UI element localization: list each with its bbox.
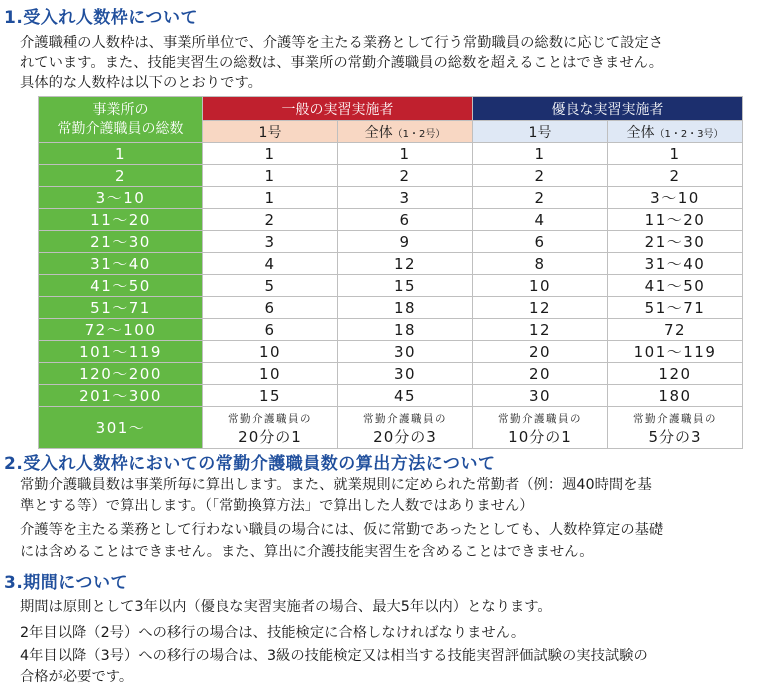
cell-excellent-no1 (473, 407, 608, 449)
table-row (39, 231, 743, 253)
cell-total-staff: 11～20 (39, 209, 203, 231)
section2-title: 2.受入れ人数枠においての常勤介護職員数の算出方法について (4, 454, 496, 474)
note-line-2: 5分の3 (648, 427, 702, 446)
cell-general-total: 30 (338, 341, 473, 363)
note-line-1: 常勤介護職員の (498, 412, 582, 425)
cell-total-staff: 51～71 (39, 297, 203, 319)
subheader-excellent-total (608, 121, 743, 143)
cell-general-total (338, 407, 473, 449)
cell-general-no1: 3 (203, 231, 338, 253)
section3-line-4: 合格が必要です。 (20, 669, 134, 685)
table-row (39, 341, 743, 363)
cell-total-staff: 72～100 (39, 319, 203, 341)
section1-line-1: 介護職種の人数枠は、事業所単位で、介護等を主たる業務として行う常勤職員の総数に応じて設定さ (20, 35, 664, 51)
section2-line-2: 準とする等）で算出します。（「常勤換算方法」で算出した人数ではありません） (20, 498, 534, 514)
note-line-2: 10分の1 (508, 427, 572, 446)
cell-excellent-no1: 12 (473, 319, 608, 341)
cell-general-total: 45 (338, 385, 473, 407)
section1-line-3: 具体的な人数枠は以下のとおりです。 (20, 75, 262, 91)
cell-excellent-total: 180 (608, 385, 743, 407)
section2-line-4: には含めることはできません。また、算出に介護技能実習生を含めることはできません。 (20, 544, 594, 560)
table-row (39, 209, 743, 231)
cell-general-no1: 2 (203, 209, 338, 231)
cell-general-total: 12 (338, 253, 473, 275)
table-row (39, 275, 743, 297)
cell-excellent-no1: 30 (473, 385, 608, 407)
cell-general-no1 (203, 407, 338, 449)
cell-total-staff: 2 (39, 165, 203, 187)
header-excellent-implementer: 優良な実習実施者 (473, 97, 743, 121)
table-row (39, 165, 743, 187)
cell-excellent-total: 1 (608, 143, 743, 165)
cell-excellent-no1: 12 (473, 297, 608, 319)
cell-excellent-total: 21～30 (608, 231, 743, 253)
section1-line-2: れています。また、技能実習生の総数は、事業所の常勤介護職員の総数を超えることはできません。 (20, 55, 664, 71)
cell-excellent-total: 51～71 (608, 297, 743, 319)
cell-total-staff: 120～200 (39, 363, 203, 385)
cell-general-no1: 15 (203, 385, 338, 407)
header-total-staff-line2: 常勤介護職員の総数 (57, 120, 184, 137)
cell-excellent-no1: 6 (473, 231, 608, 253)
cell-excellent-total: 11～20 (608, 209, 743, 231)
cell-excellent-no1: 4 (473, 209, 608, 231)
cell-general-no1: 10 (203, 341, 338, 363)
cell-excellent-no1: 20 (473, 363, 608, 385)
section3-line-1: 期間は原則として3年以内（優良な実習実施者の場合、最大5年以内）となります。 (20, 599, 552, 615)
table-row (39, 187, 743, 209)
cell-general-total: 1 (338, 143, 473, 165)
section3-line-2: 2年目以降（2号）への移行の場合は、技能検定に合格しなければなりません。 (20, 625, 526, 641)
cell-general-total: 6 (338, 209, 473, 231)
note-line-1: 常勤介護職員の (228, 412, 312, 425)
subheader-excellent-total-label: 全体 (626, 124, 655, 141)
cell-general-total: 18 (338, 319, 473, 341)
section1-title: 1.受入れ人数枠について (4, 8, 198, 28)
subheader-general-total-note: （1・2号） (392, 128, 446, 140)
header-total-staff (39, 97, 203, 143)
table-row (39, 143, 743, 165)
cell-general-total: 30 (338, 363, 473, 385)
table-row (39, 319, 743, 341)
cell-excellent-no1: 8 (473, 253, 608, 275)
subheader-excellent-no1: 1号 (473, 121, 608, 143)
header-total-staff-line1: 事業所の (92, 101, 149, 118)
table-row (39, 297, 743, 319)
table-row-last (39, 407, 743, 449)
cell-excellent-no1: 2 (473, 187, 608, 209)
cell-general-no1: 1 (203, 165, 338, 187)
cell-excellent-total (608, 407, 743, 449)
cell-excellent-total: 72 (608, 319, 743, 341)
cell-general-total: 18 (338, 297, 473, 319)
cell-excellent-total: 31～40 (608, 253, 743, 275)
cell-excellent-total: 3～10 (608, 187, 743, 209)
section3-title: 3.期間について (4, 573, 128, 593)
note-line-1: 常勤介護職員の (363, 412, 447, 425)
cell-excellent-no1: 10 (473, 275, 608, 297)
cell-total-staff: 1 (39, 143, 203, 165)
cell-total-staff: 21～30 (39, 231, 203, 253)
cell-total-staff: 31～40 (39, 253, 203, 275)
cell-excellent-total: 120 (608, 363, 743, 385)
cell-general-total: 9 (338, 231, 473, 253)
cell-total-staff: 41～50 (39, 275, 203, 297)
table-row (39, 253, 743, 275)
note-line-2: 20分の1 (238, 427, 302, 446)
cell-excellent-total: 101～119 (608, 341, 743, 363)
cell-total-staff: 101～119 (39, 341, 203, 363)
section2-line-1: 常勤介護職員数は事業所毎に算出します。また、就業規則に定められた常勤者（例：週40時間を基 (20, 477, 652, 493)
table-row (39, 385, 743, 407)
cell-total-staff: 201～300 (39, 385, 203, 407)
cell-excellent-total: 41～50 (608, 275, 743, 297)
cell-general-no1: 1 (203, 187, 338, 209)
subheader-general-no1: 1号 (203, 121, 338, 143)
note-line-2: 20分の3 (373, 427, 437, 446)
cell-general-no1: 1 (203, 143, 338, 165)
cell-general-no1: 6 (203, 319, 338, 341)
subheader-excellent-total-note: （1・2・3号） (654, 128, 724, 140)
header-general-implementer: 一般の実習実施者 (203, 97, 473, 121)
cell-general-no1: 6 (203, 297, 338, 319)
section2-line-3: 介護等を主たる業務として行わない職員の場合には、仮に常勤であったとしても、人数枠算定の基礎 (20, 522, 664, 538)
cell-total-staff: 3～10 (39, 187, 203, 209)
cell-excellent-total: 2 (608, 165, 743, 187)
section3-line-3: 4年目以降（3号）への移行の場合は、3級の技能検定又は相当する技能実習評価試験の実技試験の (20, 648, 648, 664)
cell-general-no1: 4 (203, 253, 338, 275)
quota-table (38, 96, 743, 449)
cell-excellent-no1: 2 (473, 165, 608, 187)
cell-general-total: 15 (338, 275, 473, 297)
cell-general-no1: 5 (203, 275, 338, 297)
subheader-general-total-label: 全体 (364, 124, 393, 141)
cell-general-no1: 10 (203, 363, 338, 385)
table-row (39, 363, 743, 385)
subheader-general-total (338, 121, 473, 143)
cell-total-staff: 301～ (39, 407, 203, 449)
cell-general-total: 3 (338, 187, 473, 209)
cell-general-total: 2 (338, 165, 473, 187)
cell-excellent-no1: 20 (473, 341, 608, 363)
cell-excellent-no1: 1 (473, 143, 608, 165)
note-line-1: 常勤介護職員の (633, 412, 717, 425)
